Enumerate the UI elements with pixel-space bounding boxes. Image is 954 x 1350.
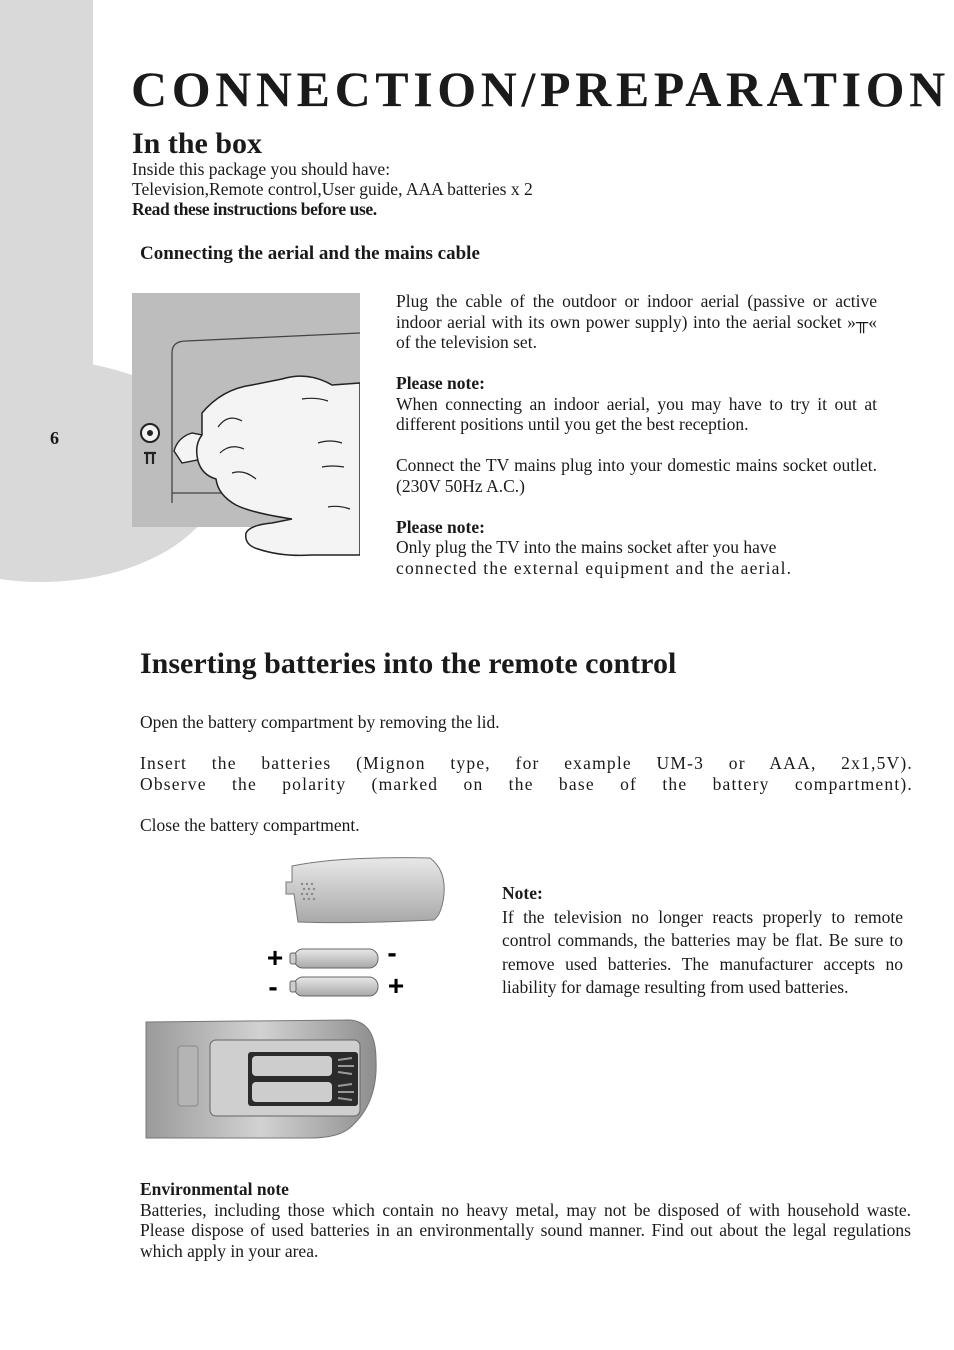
environmental-note-label: Environmental note <box>140 1179 289 1199</box>
in-the-box-warning: Read these instructions before use. <box>132 199 377 219</box>
batteries-heading: Inserting batteries into the remote control <box>140 647 677 680</box>
side-decoration-bar <box>0 0 93 400</box>
mains-note-label: Please note: <box>396 516 485 537</box>
aerial-instructions <box>396 291 877 578</box>
batteries-step-open: Open the battery compartment by removing the lid. <box>140 712 500 732</box>
polarity-minus-top: - <box>387 937 397 968</box>
polarity-minus-bottom: - <box>268 971 278 1002</box>
aerial-heading: Connecting the aerial and the mains cable <box>140 243 480 264</box>
batteries-instructions <box>140 712 913 856</box>
remote-compartment-icon <box>146 1020 376 1138</box>
aerial-plug-paragraph: Plug the cable of the outdoor or indoor aerial (passive or active indoor aerial with its own power supply) into the aerial socket »╥« of the television set. <box>396 291 877 352</box>
aerial-note-label: Please note: <box>396 373 485 393</box>
environmental-note <box>140 1179 911 1261</box>
aerial-note-text: When connecting an indoor aerial, you may have to try it out at different positions until you get the best reception. <box>396 393 877 434</box>
polarity-plus-bottom: + <box>387 970 405 1001</box>
batteries-step-polarity: Observe the polarity (marked on the base of the battery compartment). <box>140 773 913 794</box>
in-the-box-contents <box>132 159 533 219</box>
in-the-box-items: Television,Remote control,User guide, AAA batteries x 2 <box>132 179 533 199</box>
batteries-step-insert: Insert the batteries (Mignon type, for example UM-3 or AAA, 2x1,5V). <box>140 753 913 773</box>
battery-lid-icon <box>286 858 444 923</box>
page-title: CONNECTION/PREPARATION <box>131 61 950 117</box>
batteries-note <box>502 882 903 1000</box>
batteries-note-label: Note: <box>502 883 543 903</box>
batteries-step-close: Close the battery compartment. <box>140 814 360 835</box>
battery-top-icon <box>290 949 378 968</box>
battery-bottom-icon <box>290 977 378 996</box>
in-the-box-intro: Inside this package you should have: <box>132 159 391 179</box>
page-number: 6 <box>50 428 59 448</box>
mains-plug-paragraph: Connect the TV mains plug into your domestic mains socket outlet. (230V 50Hz A.C.) <box>396 455 877 496</box>
environmental-note-text: Batteries, including those which contain no heavy metal, may not be disposed of with household waste. Please dispose of used batteries in an environmentally sound manner. Find out about the legal regulations which apply in your area. <box>140 1199 911 1261</box>
battery-compartment-illustration <box>140 850 470 1142</box>
aerial-connection-illustration <box>132 293 360 558</box>
in-the-box-heading: In the box <box>132 127 263 160</box>
polarity-plus-top: + <box>266 942 284 973</box>
batteries-note-text: If the television no longer reacts properly to remote control commands, the batteries may be flat. Be sure to remove used batteries. The manufacturer accepts no liability for damage resulting from used batteries. <box>502 906 903 997</box>
mains-note-line-1: Only plug the TV into the mains socket after you have <box>396 537 777 557</box>
mains-note-line-2: connected the external equipment and the aerial. <box>396 557 793 578</box>
